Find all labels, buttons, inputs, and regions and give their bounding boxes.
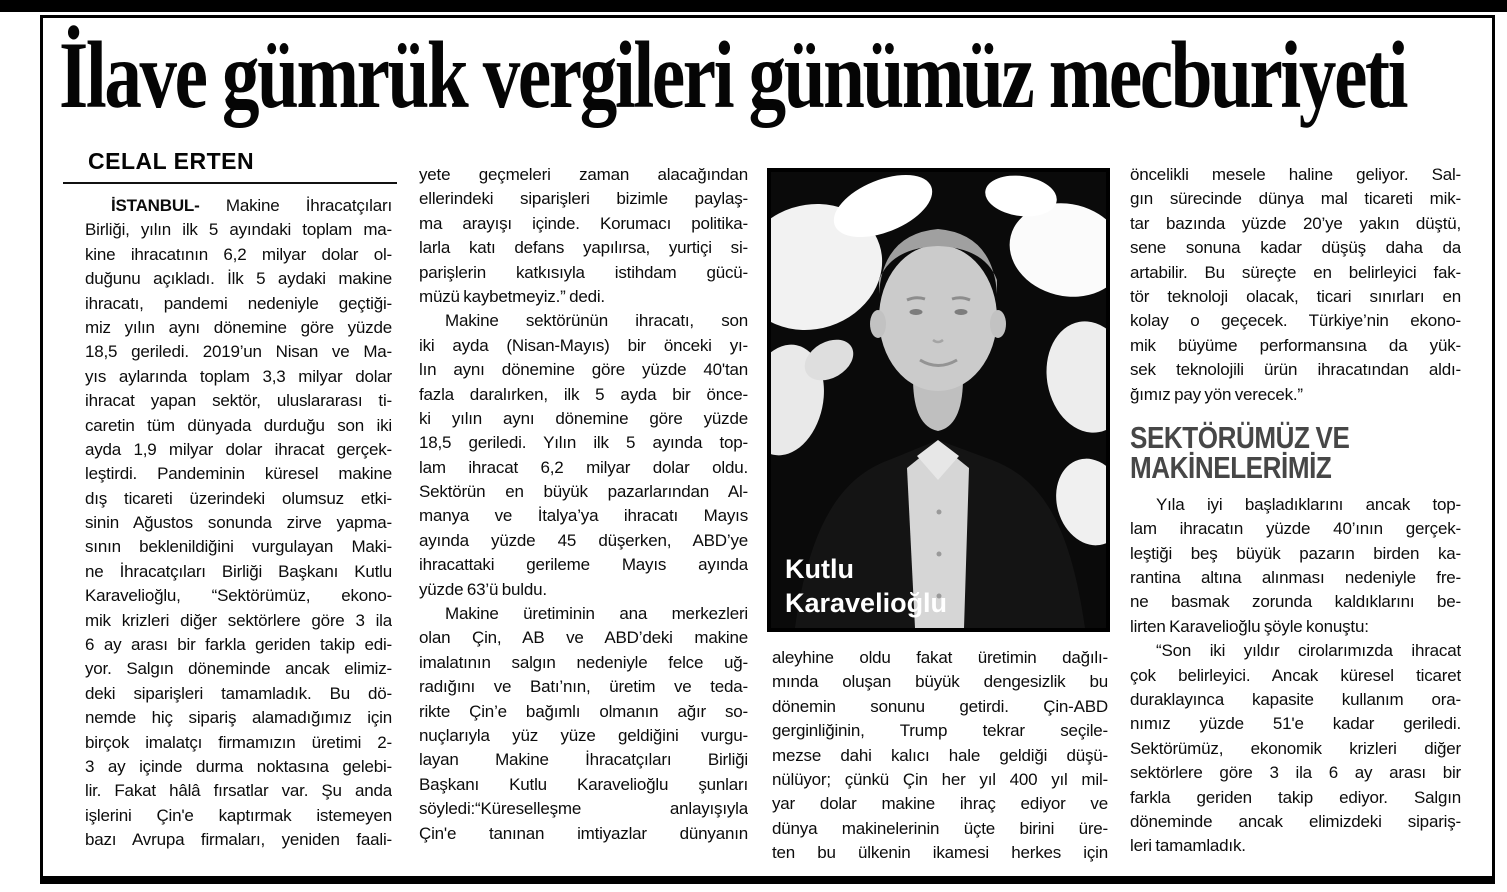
article-text-line: müzü kaybetmeyiz.” dedi.	[419, 286, 605, 306]
scan-top-bar	[0, 0, 1507, 12]
article-text-line: farkla geriden takip ediyor. Salgın	[1130, 787, 1461, 807]
article-text-line: ne basmak zorunda kaldıklarını be-	[1130, 592, 1461, 612]
article-text-line: ne İhracatçıları Birliği Başkanı Kutlu	[85, 561, 392, 581]
article-text-line: ihracattaki gerileme Mayıs ayında	[419, 555, 748, 575]
article-text-line: Makine sektörünün ihracatı, son	[445, 311, 748, 331]
article-column-1	[85, 194, 392, 853]
article-text-line: birçok imalatçı firmamızın üretimi 2-	[85, 732, 392, 752]
article-text-line: çok belirleyici. Ancak küresel ticaret	[1130, 665, 1461, 685]
article-text-line: imalatının salgın nedeniyle felce uğ-	[419, 652, 748, 672]
article-text-line: duraklayınca kapasite kullanım ora-	[1130, 690, 1461, 710]
article-text-line: ayında yüzde 45 düşerken, ABD’ye	[419, 530, 748, 550]
byline: CELAL ERTEN	[88, 148, 255, 174]
article-text-line: yıs aylarında toplam 3,3 milyar dolar	[85, 366, 392, 386]
article-text-line: mik büyüme performansına da yük-	[1130, 335, 1461, 355]
article-text-line: mezse dahi kalıcı hale geldiği düşü-	[772, 745, 1108, 765]
article-text-line: olan Çin, AB ve ABD’deki makine	[419, 628, 748, 648]
article-text-line: leştiği beş büyük pazarın birden ka-	[1130, 543, 1461, 563]
article-text-line: sek teknolojili ürün ihracatından aldı-	[1130, 360, 1461, 380]
article-text-line: Başkanı Kutlu Karavelioğlu şunları	[419, 774, 748, 794]
article-text-line: lın aynı dönemine göre yüzde 40'tan	[419, 360, 748, 380]
article-text-line: tar bazında yüzde 20’ye yakın düştü,	[1130, 213, 1461, 233]
article-text-line: Birliği, yılın ilk 5 ayındaki toplam ma-	[85, 220, 392, 240]
article-text-line: ayda 1,9 milyar dolar ihracat gerçek-	[85, 439, 392, 459]
article-text-line: miz yılın aynı dönemine göre yüzde	[85, 317, 392, 337]
article-text-line: kolay o geçecek. Türkiye’nin ekono-	[1130, 311, 1461, 331]
article-text-line: yor. Salgın döneminde ancak elimiz-	[85, 659, 392, 679]
photo-caption-line: Kutlu	[785, 554, 854, 584]
article-frame	[40, 15, 1495, 884]
article-text-line: kine ihracatının 6,2 milyar dolar ol-	[85, 244, 392, 264]
photo-caption	[785, 552, 947, 620]
subheading	[1130, 419, 1408, 485]
article-text-line: İSTANBUL- Makine İhracatçıları	[111, 196, 392, 215]
article-text-line: Karavelioğlu, “Sektörümüz, ekono-	[85, 586, 392, 606]
article-text-line: sinin Ağustos sonunda zirve yapma-	[85, 513, 392, 533]
byline-rule	[63, 182, 397, 184]
article-text-line: 6 ay arası bir farkla geriden takip edi-	[85, 635, 392, 655]
article-text-line: lam ihracatın yüzde 40’ının gerçek-	[1130, 519, 1461, 539]
article-text-line: öncelikli mesele haline geliyor. Sal-	[1130, 165, 1461, 184]
article-text-line: dünya makinelerinin üçte birini üre-	[772, 818, 1108, 838]
article-text-line: manya ve İtalya’ya ihracatı Mayıs	[419, 506, 748, 526]
article-text-line: aleyhine oldu fakat üretimin dağılı-	[772, 648, 1108, 667]
article-text-line: leri tamamladık.	[1130, 836, 1246, 856]
article-text-line: yar dolar makine ihraç ediyor ve	[772, 794, 1108, 814]
article-text-line: Makine üretiminin ana merkezleri	[445, 604, 748, 624]
article-text-line: nuçlarıyla yüz yüze geldiğini vurgu-	[419, 725, 748, 745]
article-text-line: “Son iki yıldır cirolarımızda ihracat	[1156, 641, 1461, 661]
article-column-4	[1130, 163, 1461, 859]
article-text-line: lir. Fakat hâlâ fırsatlar var. Şu anda	[85, 781, 392, 801]
article-text-line: mik krizleri diğer sektörlere göre 3 ila	[85, 610, 392, 630]
article-text-line: ğımız pay yön verecek.”	[1130, 384, 1303, 404]
article-text-line: layan Makine İhracatçıları Birliği	[419, 750, 748, 770]
article-text-line: lirten Karavelioğlu şöyle konuştu:	[1130, 616, 1369, 636]
article-text-line: ma arayışı içinde. Korumacı politika-	[419, 213, 748, 233]
article-text-line: bazı Avrupa firmaları, yeniden faali-	[85, 830, 392, 850]
article-text-line: döneminde ancak elimizdeki sipariş-	[1130, 811, 1461, 831]
article-text-line: parişlerin katkısıyla istihdam gücü-	[419, 262, 748, 282]
article-text-line: mında oluşan büyük dengesizlik bu	[772, 672, 1108, 692]
article-text-line: yete geçmeleri zaman alacağından	[419, 165, 748, 184]
article-text-line: tör teknoloji olacak, ticari sınırları en	[1130, 286, 1461, 306]
article-text-line: dış ticareti üzerindeki olumsuz etki-	[85, 488, 392, 508]
article-text-line: Sektörümüz, ekonomik krizleri diğer	[1130, 738, 1461, 758]
article-text-line: ihracatı, pandemi nedeniyle geçtiği-	[85, 293, 392, 313]
article-text-line: fazla daralırken, ilk 5 ayda bir önce-	[419, 384, 748, 404]
article-text-line: rantina altına alınması nedeniyle fre-	[1130, 568, 1461, 588]
article-text-line: yüzde 63’ü buldu.	[419, 579, 547, 599]
article-text-line: nemde hiç sipariş alamadığımız için	[85, 708, 392, 728]
subheading-line: SEKTÖRÜMÜZ VE	[1130, 419, 1350, 455]
article-text-line: deki siparişleri tamamladık. Bu dö-	[85, 683, 392, 703]
article-text-line: ihracat yapan sektör, uluslararası ti-	[85, 391, 392, 411]
article-text-line: nımız yüzde 51'e kadar geriledi.	[1130, 714, 1461, 734]
article-text-line: söyledi:“Küreselleşme anlayışıyla	[419, 799, 748, 819]
article-text-line: ten bu ülkenin ikamesi herkes için	[772, 843, 1108, 863]
article-text-line: işlerini Çin'e kaptırmak istemeyen	[85, 805, 392, 825]
article-text-line: Yıla iyi başladıklarını ancak top-	[1156, 494, 1461, 514]
subheading-line: MAKİNELERİMİZ	[1130, 449, 1332, 485]
article-column-3	[772, 646, 1108, 866]
article-text-line: ellerindeki siparişleri bizimle paylaş-	[419, 189, 748, 209]
article-text-line: nülüyor; çünkü Çin her yıl 400 yıl mil-	[772, 769, 1108, 789]
article-text-line: Çin'e tanınan imtiyazlar dünyanın	[419, 823, 748, 843]
article-text-line: 18,5 geriledi. 2019’un Nisan ve Ma-	[85, 342, 392, 362]
article-text-line: Sektörün en büyük pazarlarından Al-	[419, 482, 748, 502]
article-text-line: lam ihracat 6,2 milyar dolar oldu.	[419, 457, 748, 477]
article-text-line: sektörlere göre 3 ila 6 ay arası bir	[1130, 763, 1461, 783]
article-text-line: rikte Çin’e bağımlı olmanın ağır so-	[419, 701, 748, 721]
photo-caption-line: Karavelioğlu	[785, 588, 948, 618]
article-text-line: gın sürecinde dünya mal ticareti mik-	[1130, 189, 1461, 209]
article-text-line: 18,5 geriledi. Yılın ilk 5 ayında top-	[419, 433, 748, 453]
article-text-line: leştirdi. Pandeminin küresel makine	[85, 464, 392, 484]
article-column-2	[419, 163, 748, 846]
article-text-line: larla katı defans yapılırsa, yurtiçi si-	[419, 238, 748, 258]
headline: İlave gümrük vergileri günümüz mecburiyeti	[59, 22, 1407, 128]
article-text-line: sının beklenildiğini vurgulayan Maki-	[85, 537, 392, 557]
article-text-line: artabilir. Bu süreçte en belirleyici fak-	[1130, 262, 1461, 282]
article-text-line: sene sonuna kadar düşüş daha da	[1130, 238, 1461, 258]
article-text-line: radığını ve Batı’nın, üretim ve teda-	[419, 677, 748, 697]
article-column-4-top	[1130, 163, 1461, 407]
photo-kutlu-karavelioglu	[767, 168, 1110, 632]
article-text-line: ki yılın aynı dönemine göre yüzde	[419, 408, 748, 428]
article-text-line: iki ayda (Nisan-Mayıs) bir önceki yı-	[419, 335, 748, 355]
article-column-4-bottom	[1130, 493, 1461, 859]
article-text-line: 3 ay içinde durma noktasına gelebi-	[85, 756, 392, 776]
article-text-line: gerginliğinin, Trump tekrar seçile-	[772, 721, 1108, 741]
article-text-line: dönemin sonunu getirdi. Çin-ABD	[772, 696, 1108, 716]
article-text-line: duğunu açıkladı. İlk 5 aydaki makine	[85, 269, 392, 289]
article-text-line: caretin tüm dünyada durduğu son iki	[85, 415, 392, 435]
